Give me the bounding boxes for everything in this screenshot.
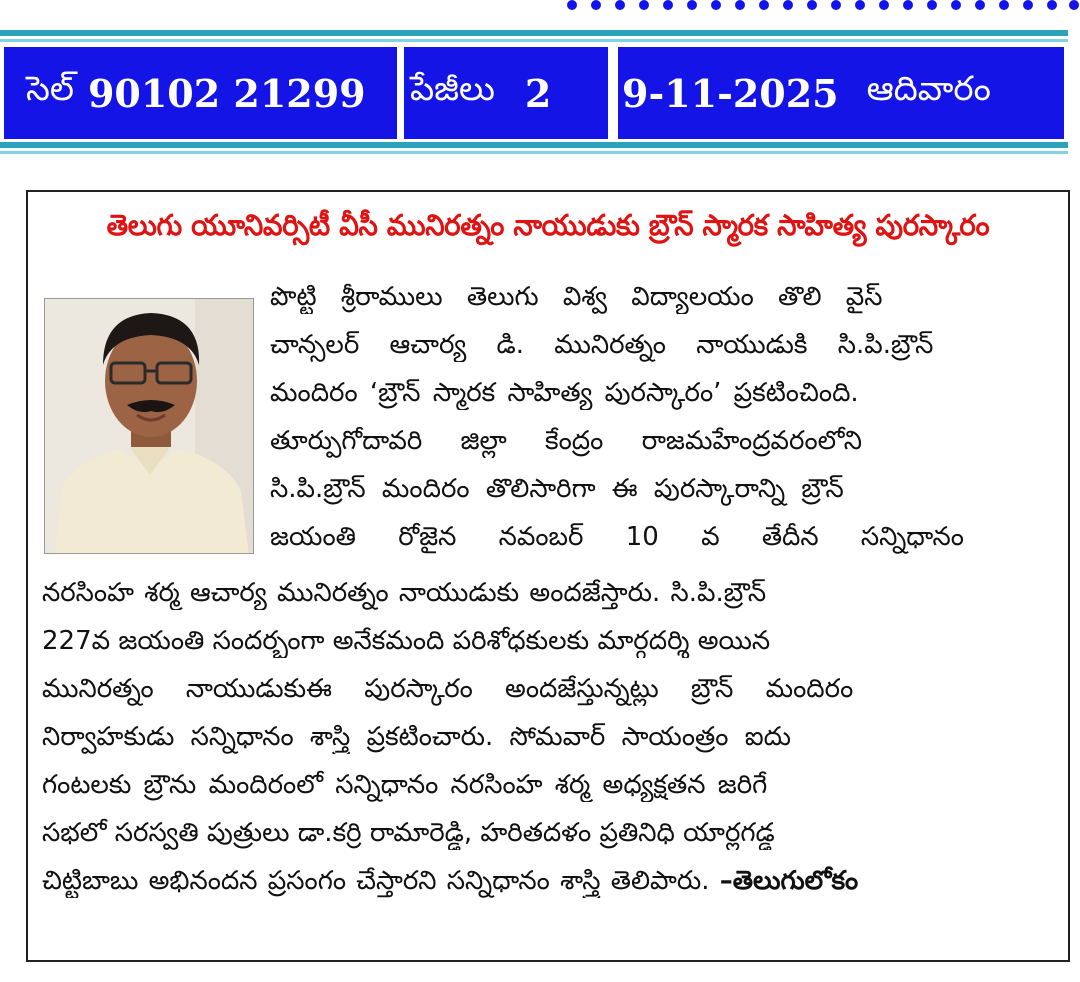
article-line-3: మందిరం ‘బ్రౌన్ స్మారక సాహిత్య పురస్కారం’ ప్రకటించింది. [270, 378, 859, 408]
top-rule-thin [0, 39, 1068, 42]
article-headline: తెలుగు యూనివర్సిటీ వీసీ మునిరత్నం నాయుడుకు బ్రౌన్ స్మారక సాహిత్య పురస్కారం [106, 208, 990, 242]
news-article [26, 190, 1070, 962]
article-line-6: జయంతి రోజైన నవంబర్ 10 వ తేదీన సన్నిధానం [270, 522, 964, 552]
article-line-5: సి.పి.బ్రౌన్ మందిరం తొలిసారిగా ఈ పురస్కారాన్ని బ్రౌన్ [270, 474, 844, 504]
pages-label: పేజీలు [410, 69, 495, 109]
article-line-12: సభలో సరస్వతి పుత్రులు డా.కర్రి రామారెడ్డి, హరితదళం ప్రతినిధి యార్లగడ్డ [42, 818, 775, 848]
article-line-7: నరసింహ శర్మ ఆచార్య మునిరత్నం నాయుడుకు అందజేస్తారు. సి.పి.బ్రౌన్ [42, 578, 767, 608]
pages-box [404, 47, 608, 139]
top-rule [0, 30, 1068, 36]
article-credit: –తెలుగులోకం [719, 866, 859, 896]
article-line-4: తూర్పుగోదావరి జిల్లా కేంద్రం రాజమహేంద్రవరంలోని [270, 426, 862, 456]
article-line-8: 227వ జయంతి సందర్భంగా అనేకమంది పరిశోధకులకు మార్గదర్శి అయిన [42, 626, 771, 656]
phone-number: 90102 21299 [87, 70, 366, 116]
portrait-image [45, 299, 254, 554]
issue-weekday: ఆదివారం [866, 69, 991, 109]
issue-date: 9-11-2025 [622, 70, 839, 116]
bottom-rule-thin [0, 151, 1068, 154]
portrait-photo [44, 298, 254, 554]
decorative-dots [560, 0, 1080, 15]
article-line-11: గంటలకు బ్రౌను మందిరంలో సన్నిధానం నరసింహ శర్మ అధ్యక్షతన జరిగే [42, 770, 768, 800]
article-line-1: పొట్టి శ్రీరాములు తెలుగు విశ్వ విద్యాలయం తొలి వైస్ [270, 282, 883, 312]
bottom-rule [0, 142, 1068, 148]
phone-label: సెల్ [26, 69, 74, 109]
article-line-2: చాన్సలర్ ఆచార్య డి. మునిరత్నం నాయుడుకి సి.పి.బ్రౌన్ [270, 330, 934, 360]
phone-box [4, 47, 397, 139]
article-line-9: మునిరత్నం నాయుడుకుఈ పురస్కారం అందజేస్తున్నట్లు బ్రౌన్ మందిరం [42, 674, 854, 704]
article-line-13 [42, 864, 1058, 898]
pages-count: 2 [524, 70, 552, 116]
article-line-10: నిర్వాహకుడు సన్నిధానం శాస్త్రి ప్రకటించారు. సోమవార్ సాయంత్రం ఐదు [42, 722, 791, 752]
article-line-13-text: చిట్టిబాబు అభినందన ప్రసంగం చేస్తారని సన్నిధానం శాస్త్రి తెలిపారు. [42, 866, 710, 896]
date-box [618, 47, 1064, 139]
